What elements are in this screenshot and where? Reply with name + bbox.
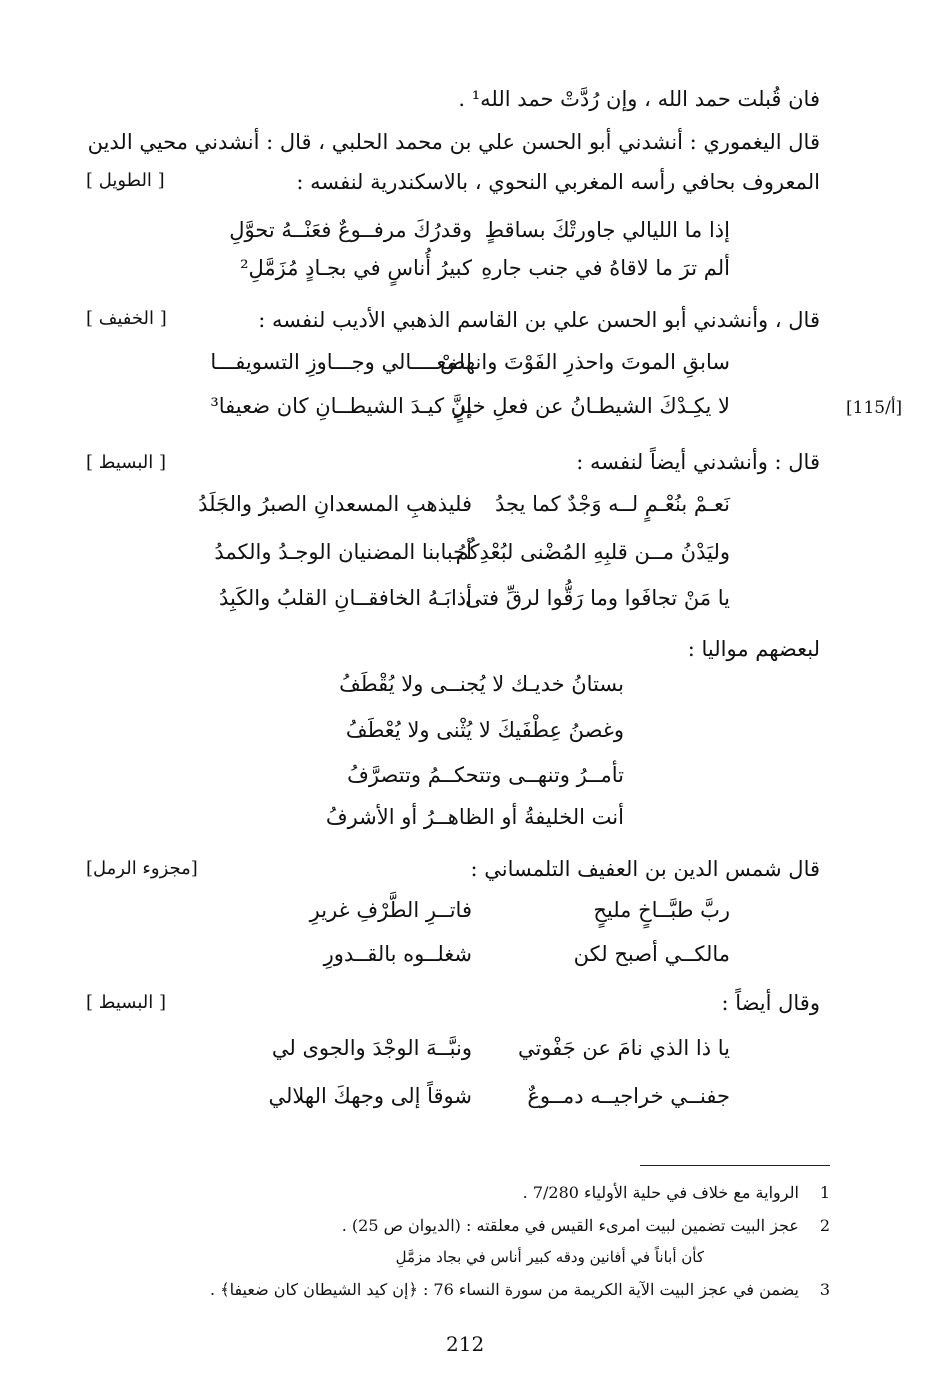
footnote-number: 1 — [819, 1183, 830, 1202]
hemistich: ربَّ طبَّــاخٍ مليحٍ — [593, 898, 730, 922]
footnote-verse: كأن أباناً في أفانين ودقه كبير أناس في بجاد مزمَّلِ — [395, 1248, 704, 1266]
mawaliya-line: أنت الخليفةُ أو الظاهــرُ أو الأشرفُ — [325, 805, 624, 829]
meter-label: [ الطويل ] — [86, 170, 165, 191]
hemistich: جفنــي خراجيــه دمــوعٌ — [527, 1084, 730, 1108]
text-line: المعروف بحافي رأسه المغربي النحوي ، بالاسكندرية لنفسه : — [296, 170, 820, 194]
mawaliya-line: وغصنُ عِطْفَيكَ لا يُثْنى ولا يُعْطَفُ — [345, 718, 624, 742]
meter-label: [ البسيط ] — [86, 992, 166, 1013]
mawaliya-line: بستانُ خديـك لا يُجنــى ولا يُقْطَفُ — [339, 672, 624, 696]
hemistich: وقدرُكَ مرفــوعٌ فعَنْــهُ تحوَّلِ — [229, 218, 472, 242]
footnote-text: الرواية مع خلاف في حلية الأولياء 7/280 . — [522, 1183, 799, 1202]
text-line: قال : وأنشدني أيضاً لنفسه : — [576, 450, 820, 474]
text-line: قال اليغموري : أنشدني أبو الحسن علي بن محمد الحلبي ، قال : أنشدني محيي الدين — [87, 130, 820, 154]
hemistich: نَعـمْ بنُعْـمٍ لــه وَجْدٌ كما يجدُ — [495, 492, 730, 516]
footnote — [210, 1280, 830, 1299]
text-line: قال ، وأنشدني أبو الحسن علي بن القاسم الذهبي الأديب لنفسه : — [258, 308, 820, 332]
hemistich: للمعــــالي وجـــاوزِ التسويفـــا — [210, 350, 472, 374]
page-number: 212 — [446, 1332, 485, 1356]
footnote-number: 3 — [819, 1280, 830, 1299]
hemistich: إنَّ كيـدَ الشيطــانِ كان ضعيفا³ — [210, 394, 472, 418]
folio-marker: [115/أ] — [846, 398, 903, 418]
meter-label: [ الخفيف ] — [86, 308, 167, 329]
hemistich: فليذهبِ المسعدانِ الصبرُ والجَلَدُ — [198, 492, 472, 516]
hemistich: سابقِ الموتَ واحذرِ الفَوْتَ وانهضْ — [440, 350, 730, 374]
text-line: لبعضهم مواليا : — [687, 637, 820, 661]
hemistich: كبيرُ أُناسٍ في بجـادٍ مُزَمَّلِ² — [240, 256, 472, 280]
footnote-text: عجز البيت تضمين لبيت امرىء القيس في معلقته : (الديوان ص 25) . — [341, 1216, 799, 1235]
meter-label: [ البسيط ] — [86, 452, 166, 473]
hemistich: يا مَنْ تجافَوا وما رَقُّوا لرقِّ فتى — [465, 586, 730, 610]
text-line: وقال أيضاً : — [721, 991, 820, 1015]
footnote — [523, 1183, 830, 1202]
text-line: فان قُبلت حمد الله ، وإن رُدَّتْ حمد الله¹ . — [458, 87, 820, 111]
hemistich: فاتــرِ الطَّرْفِ غريرِ — [309, 898, 472, 922]
meter-label: [مجزوء الرمل] — [86, 858, 198, 879]
hemistich: يا ذا الذي نامَ عن جَفْوتي — [517, 1036, 730, 1060]
footnote — [342, 1216, 830, 1235]
hemistich: وليَدْنُ مــن قلبِهِ المُضْنى لبُعْدِكُمُ — [455, 540, 730, 564]
hemistich: أحبابنا المضنيان الوجـدُ والكمدُ — [214, 540, 472, 564]
text-line: قال شمس الدين بن العفيف التلمساني : — [470, 857, 820, 881]
hemistich: ألم ترَ ما لاقاهُ في جنب جارهِ — [481, 256, 730, 280]
footnote-number: 2 — [819, 1216, 830, 1235]
hemistich: شغلــوه بالقــدورِ — [323, 942, 472, 966]
footnote-rule — [640, 1165, 830, 1166]
hemistich: ونبَّــهَ الوجْدَ والجوى لي — [271, 1036, 472, 1060]
hemistich: مالكــي أصبح لكن — [573, 942, 730, 966]
hemistich: أذابَـهُ الخافقــانِ القلبُ والكَبِدُ — [218, 586, 472, 610]
hemistich: شوقاً إلى وجهكَ الهلالي — [268, 1084, 472, 1108]
footnote-text: يضمن في عجز البيت الآية الكريمة من سورة النساء 76 : ﴿إن كيد الشيطان كان ضعيفا﴾ . — [210, 1280, 799, 1299]
mawaliya-line: تأمــرُ وتنهــى وتتحكــمُ وتتصرَّفُ — [347, 763, 624, 787]
hemistich: لا يكِـدْكَ الشيطـانُ عن فعلِ خيرٍ — [454, 394, 730, 418]
hemistich: إذا ما الليالي جاورتْكَ بساقطٍ — [484, 218, 730, 242]
